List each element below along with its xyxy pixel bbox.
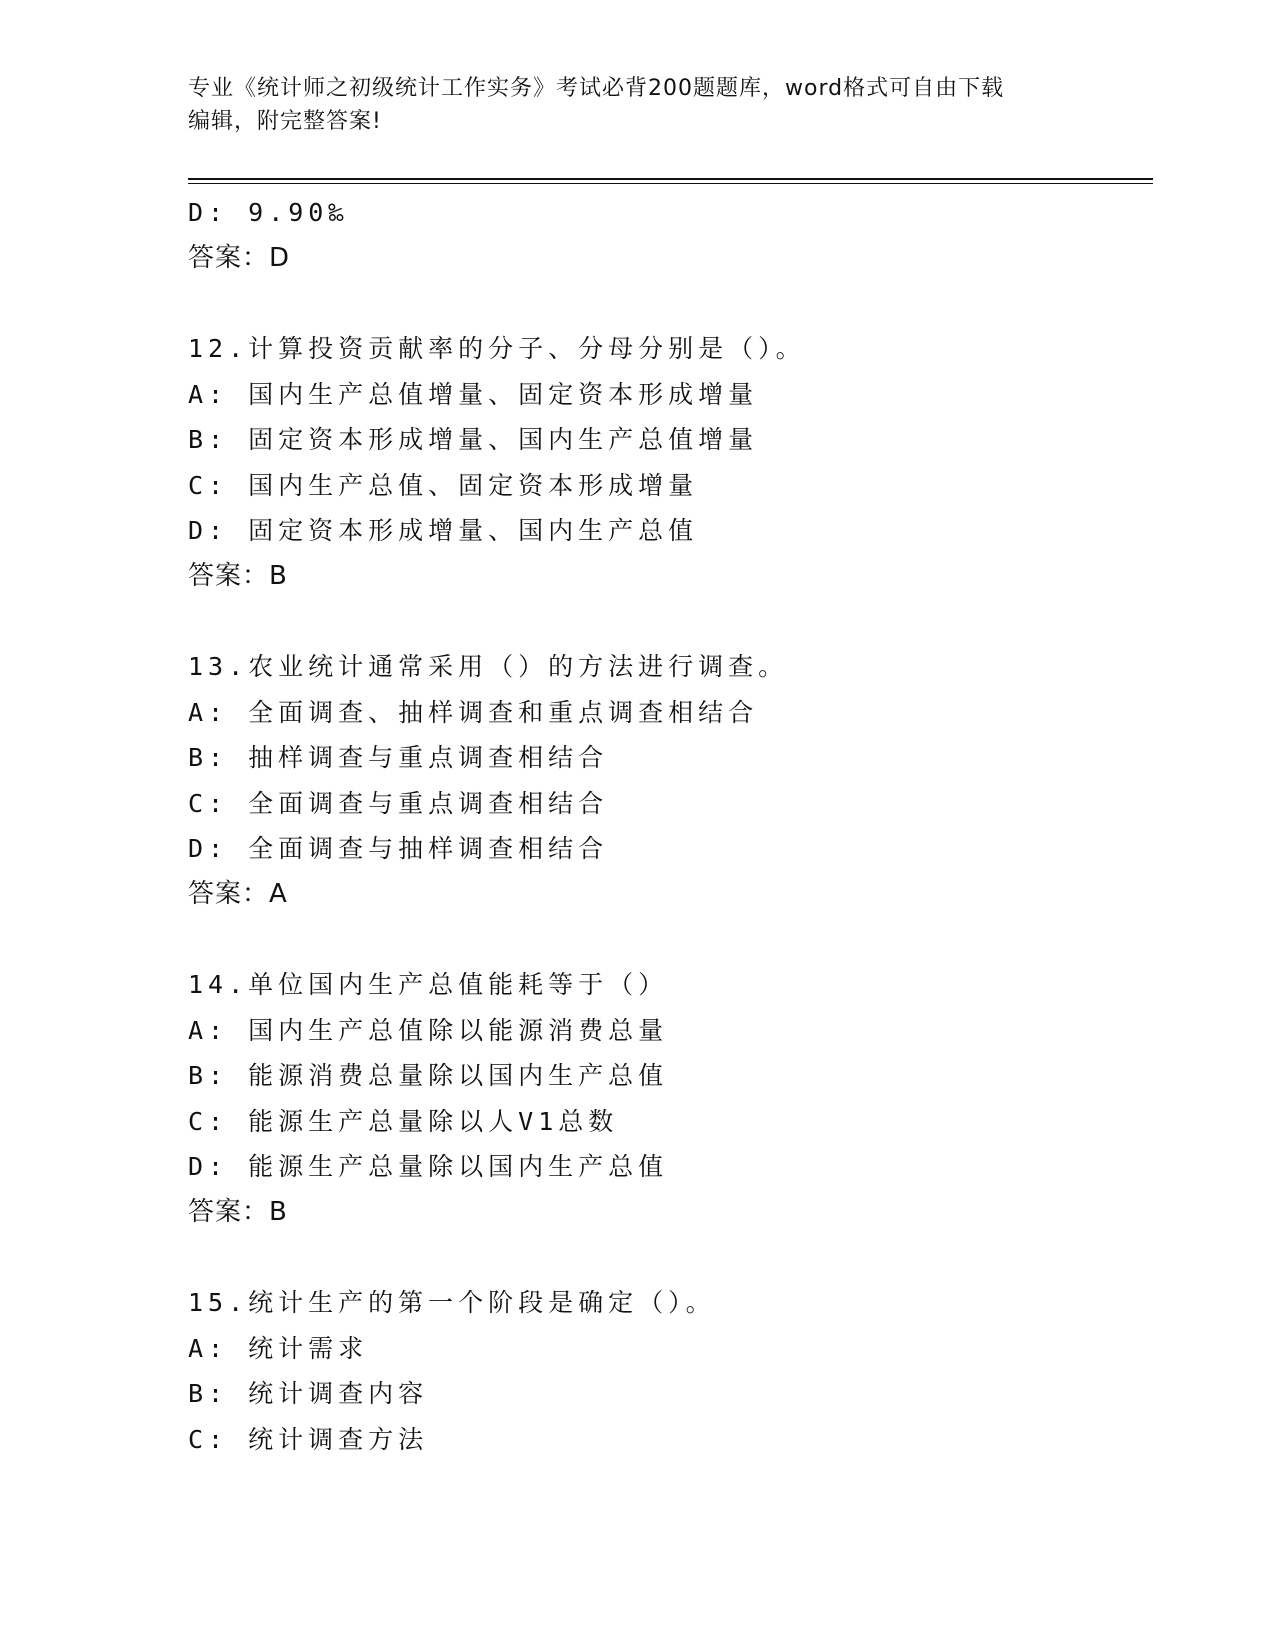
question-stem: 13.农业统计通常采用（）的方法进行调查。	[188, 652, 789, 681]
page-header	[188, 72, 1068, 138]
question-stem: 14.单位国内生产总值能耗等于（）	[188, 970, 669, 999]
question-block-13	[188, 644, 1148, 917]
option-line: C: 统计调查方法	[188, 1424, 429, 1454]
option-line: D: 固定资本形成增量、国内生产总值	[188, 516, 699, 545]
option-line: B: 抽样调查与重点调查相结合	[188, 743, 609, 772]
question-block-11-tail	[188, 190, 1148, 281]
option-line: D: 9.90‰	[188, 198, 349, 227]
question-block-14	[188, 962, 1148, 1235]
option-line: B: 统计调查内容	[188, 1379, 429, 1408]
option-line: A: 国内生产总值增量、固定资本形成增量	[188, 379, 759, 409]
option-line: A: 国内生产总值除以能源消费总量	[188, 1015, 669, 1045]
question-block-15	[188, 1280, 1148, 1462]
option-line: A: 全面调查、抽样调查和重点调查相结合	[188, 697, 759, 727]
question-block-12	[188, 326, 1148, 599]
option-line: C: 全面调查与重点调查相结合	[188, 788, 609, 818]
option-line: A: 统计需求	[188, 1333, 369, 1363]
answer-line: 答案：A	[188, 878, 288, 909]
header-title-line-2: 编辑，附完整答案!	[188, 109, 382, 134]
option-line: D: 能源生产总量除以国内生产总值	[188, 1152, 669, 1181]
answer-line: 答案：D	[188, 242, 291, 273]
option-line: C: 能源生产总量除以人V1总数	[188, 1106, 619, 1136]
question-stem: 15.统计生产的第一个阶段是确定（）。	[188, 1288, 716, 1317]
answer-line: 答案：B	[188, 560, 288, 591]
option-line: B: 固定资本形成增量、国内生产总值增量	[188, 425, 759, 454]
option-line: C: 国内生产总值、固定资本形成增量	[188, 470, 699, 500]
header-title-line-1: 专业《统计师之初级统计工作实务》考试必背200题题库，word格式可自由下载	[188, 76, 1005, 101]
header-rule-thin	[188, 183, 1153, 184]
question-stem: 12.计算投资贡献率的分子、分母分别是（）。	[188, 334, 806, 363]
header-rule-thick	[188, 178, 1153, 180]
question-list	[188, 190, 1148, 1462]
answer-line: 答案：B	[188, 1196, 288, 1227]
option-line: B: 能源消费总量除以国内生产总值	[188, 1061, 669, 1090]
option-line: D: 全面调查与抽样调查相结合	[188, 834, 609, 863]
